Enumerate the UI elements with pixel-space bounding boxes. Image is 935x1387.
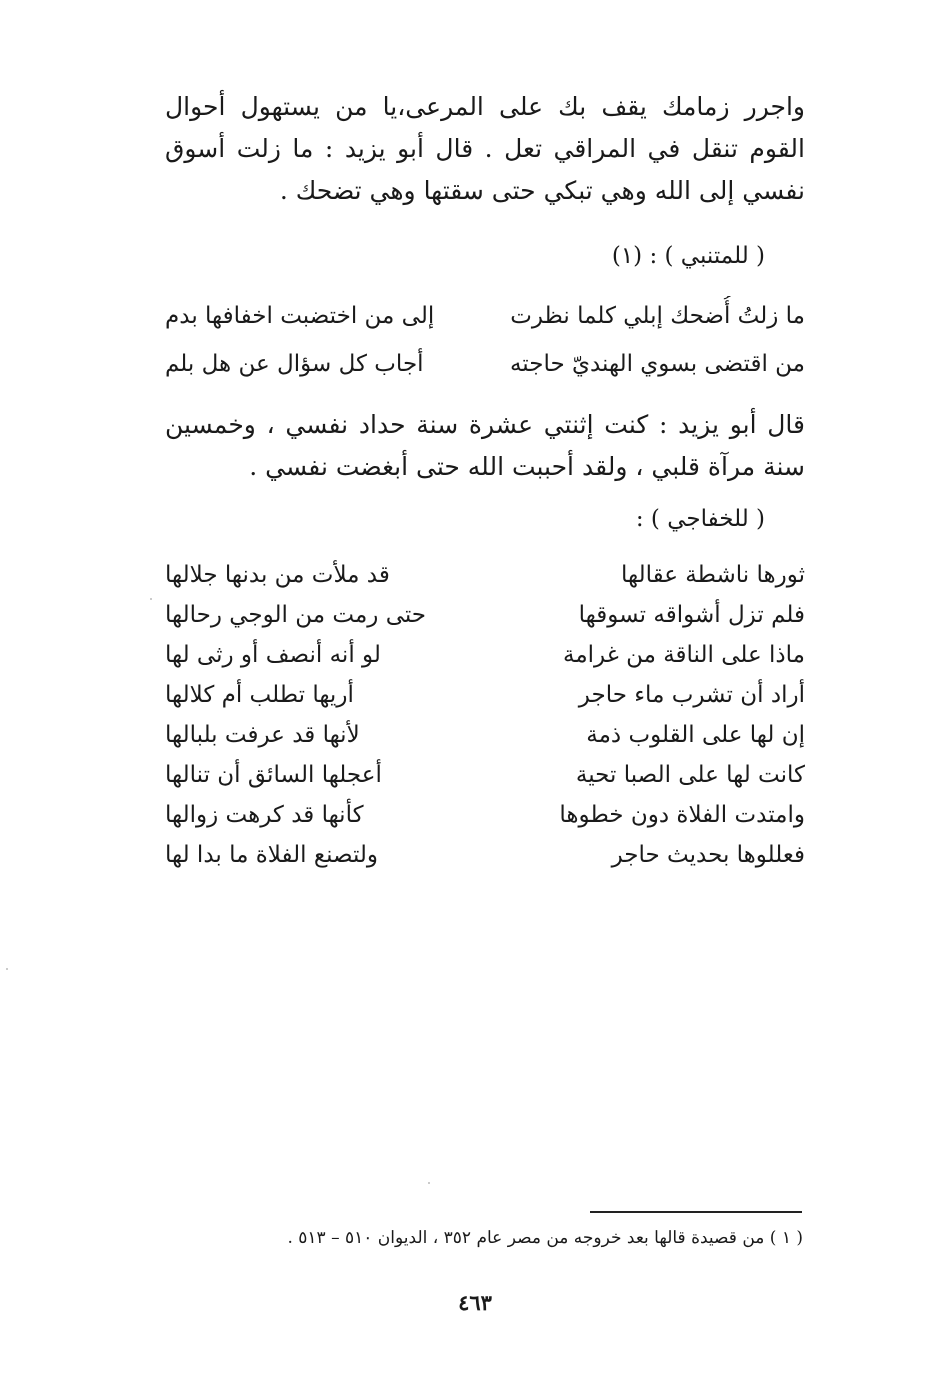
paragraph-abu-yazid-1: واجرر زمامك يقف بك على المرعى،يا من يستهول أحوال القوم تنقل في المراقي تعل . قال أبو يزيد : ما زلت أسوق نفسي إلى الله وهي تبكي حتى سقتها وهي تضحك . [165,92,805,205]
verse-first-hemistich: ثورها ناشطة عقالها [620,562,805,588]
verse-block-mutanabbi [165,296,805,392]
verse-line [165,716,805,756]
verse-line [165,636,805,676]
verse-first-hemistich: ماذا على الناقة من غرامة [563,642,805,668]
verse-first-hemistich: فلم تزل أشواقه تسوقها [578,602,805,628]
verse-line [165,836,805,876]
verse-first-hemistich: فعللوها بحديث حاجر [611,842,805,868]
page-number: ٤٦٣ [458,1290,492,1315]
scan-speck [6,968,8,970]
verse-line [165,796,805,836]
verse-second-hemistich: أجاب كل سؤال عن هل بلم [165,351,424,377]
paragraph-abu-yazid-2: قال أبو يزيد : كنت إثنتي عشرة سنة حداد نفسي ، وخمسين سنة مرآة قلبي ، ولقد أحببت الله حتى أبغضت نفسي . [165,410,805,481]
verse-first-hemistich: إن لها على القلوب ذمة [586,722,805,748]
verse-first-hemistich: كانت لها على الصبا تحية [575,762,805,788]
section-heading-mutanabbi: ( للمتنبي ) : (١) [611,243,765,269]
scan-speck [150,598,152,600]
verse-line [165,556,805,596]
verse-second-hemistich: حتى رمت من الوجي رحالها [165,602,427,628]
verse-line [165,676,805,716]
verse-line [165,756,805,796]
verse-second-hemistich: لأنها قد عرفت بلبالها [165,722,360,748]
verse-block-khafaji [165,556,805,876]
section-heading-khafaji: ( للخفاجي ) : [635,506,765,532]
verse-line [165,296,805,344]
verse-first-hemistich: وامتدت الفلاة دون خطوها [559,802,805,828]
footnote: ( ١ ) من قصيدة قالها بعد خروجه من مصر عام ٣٥٢ ، الديوان ٥١٠ – ٥١٣ . [287,1228,803,1248]
scan-speck [428,1182,430,1184]
verse-line [165,596,805,636]
verse-first-hemistich: أراد أن تشرب ماء حاجر [578,682,805,708]
verse-second-hemistich: قد ملأت من بدنها جلالها [165,562,390,588]
verse-first-hemistich: ما زلتُ أُضحك إبلي كلما نظرت [510,303,805,329]
footnote-divider [590,1211,802,1213]
verse-second-hemistich: ولتصنع الفلاة ما بدا لها [165,842,379,868]
verse-second-hemistich: لو أنه أنصف أو رثى لها [165,642,381,668]
verse-second-hemistich: إلى من اختضبت اخفافها بدم [165,303,435,329]
verse-second-hemistich: كأنها قد كرهت زوالها [165,802,364,828]
verse-second-hemistich: أعجلها السائق أن تنالها [165,762,382,788]
verse-line [165,344,805,392]
verse-second-hemistich: أريها تطلب أم كلالها [165,682,354,708]
verse-first-hemistich: من اقتضى بسوي الهنديّ حاجته [509,351,805,377]
